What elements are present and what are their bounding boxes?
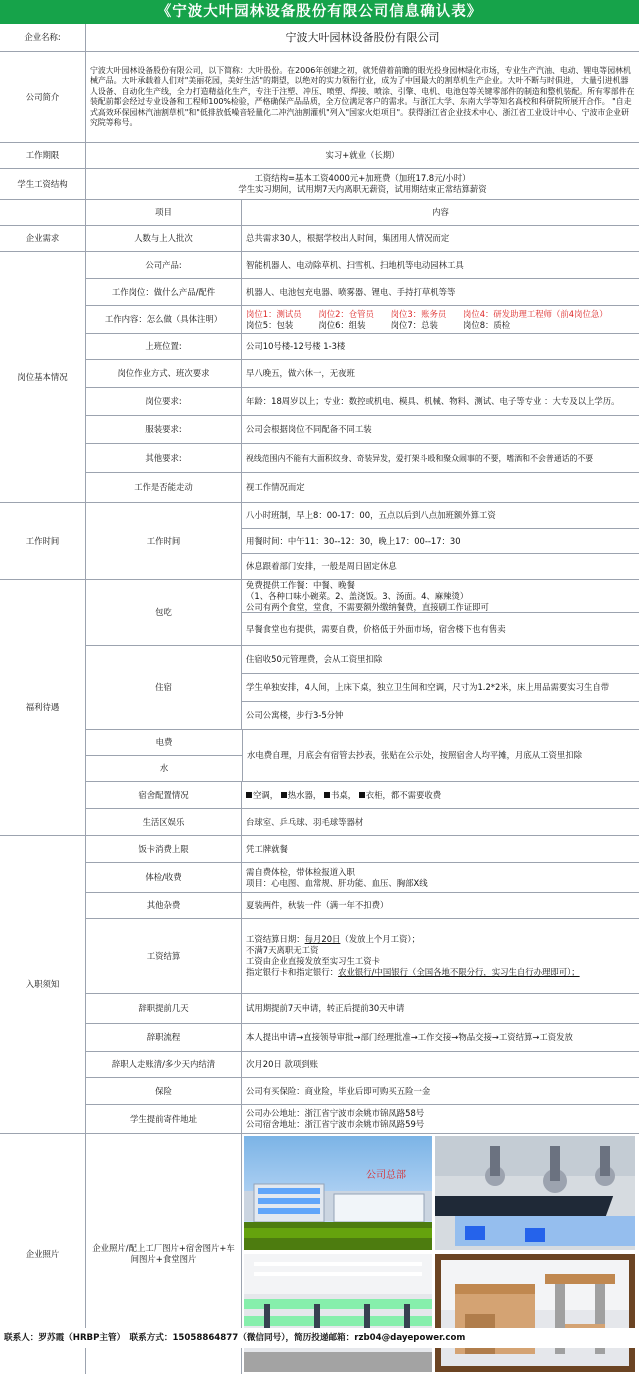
misc-sub: 其他杂费 xyxy=(86,893,242,918)
onboard-row xyxy=(86,863,639,893)
pay-line-1 xyxy=(246,934,635,945)
checkbox-icon xyxy=(246,792,252,798)
facility-value xyxy=(242,782,639,808)
hq-caption: 公司总部 xyxy=(366,1170,406,1181)
onboard-row xyxy=(86,1105,639,1133)
onboard-row xyxy=(86,1078,639,1105)
misc-value: 夏装两件，秋装一件（满一年不扣费） xyxy=(246,900,389,910)
position-value: 智能机器人、电动除草机、扫雪机、扫地机等电动园林工具 xyxy=(246,259,464,270)
checkbox-icon xyxy=(359,792,365,798)
dorm-line: 公司公寓楼，步行3-5分钟 xyxy=(246,710,344,720)
worktime-sub: 工作时间 xyxy=(86,503,242,579)
exam-line: 项目：心电图、血常规、肝功能、血压、胸部X线 xyxy=(246,877,428,888)
company-intro-text xyxy=(86,52,639,142)
row-work-term xyxy=(0,143,639,169)
position-row xyxy=(86,388,639,416)
contact-footer: 联系人：罗苏霞（HRBP主管） 联系方式：15058864877（微信同号），简历投递邮箱：rzb04@dayepower.com xyxy=(0,1328,639,1348)
position-row xyxy=(86,360,639,388)
onboard-label: 入职须知 xyxy=(0,836,86,1133)
position-row xyxy=(86,334,639,360)
worktime-line: 八小时班制，早上8：00-17：00，五点以后到八点加班额外算工资 xyxy=(242,503,639,529)
position-value: 公司会根据岗位不同配备不同工装 xyxy=(246,424,372,434)
job-list-line-1: 岗位1：测试员 岗位2：仓管员 岗位3：账务员 岗位4：研发助理工程师（前4岗位急） xyxy=(246,308,608,319)
exam-sub: 体检/收费 xyxy=(86,863,242,892)
onboard-row xyxy=(86,893,639,919)
pay-value xyxy=(242,919,639,993)
group-welfare xyxy=(0,580,639,836)
food-values xyxy=(242,580,639,645)
onboard-row xyxy=(86,1052,639,1078)
leisure-sub: 生活区娱乐 xyxy=(86,809,242,835)
position-label: 岗位基本情况 xyxy=(0,252,86,502)
meal-card-sub: 饭卡消费上限 xyxy=(86,836,242,862)
onboard-row xyxy=(86,836,639,863)
position-row xyxy=(86,416,639,444)
salary-line-1: 工资结构=基本工资4000元+加班费（加班17.8元/小时） xyxy=(254,173,471,183)
photo-dorm xyxy=(435,1254,635,1372)
company-name-label: 企业名称: xyxy=(0,24,86,51)
welfare-facility-row xyxy=(86,782,639,809)
workshop-floor-image xyxy=(244,1254,432,1372)
position-sub: 岗位作业方式、班次要求 xyxy=(86,360,242,387)
header-content: 内容 xyxy=(432,207,449,217)
position-sub: 公司产品: xyxy=(86,252,242,278)
company-intro-label: 公司简介 xyxy=(0,52,86,142)
dorm-room-image xyxy=(435,1254,635,1372)
position-value: 视工作情况而定 xyxy=(246,482,305,492)
resign-flow-sub: 辞职流程 xyxy=(86,1024,242,1051)
photo-workshop xyxy=(435,1136,635,1250)
settle-value: 次月20日 款项到账 xyxy=(246,1059,318,1069)
food-line: 免费提供工作餐：中餐、晚餐 xyxy=(246,580,355,590)
exam-value xyxy=(242,863,639,892)
resign-flow-value: 本人提出申请→直接领导审批→部门经理批准→工作交接→物品交接→工资结算→工资发放 xyxy=(246,1032,573,1042)
checkbox-icon xyxy=(324,792,330,798)
position-sub: 工作内容：怎么做（具体注明） xyxy=(86,306,242,333)
demand-value: 总共需求30人，根据学校出人时间，集团用人情况而定 xyxy=(246,233,450,243)
meal-card-value: 凭工牌就餐 xyxy=(246,843,288,854)
address-value xyxy=(242,1105,639,1133)
onboard-row xyxy=(86,1024,639,1052)
facility-item: 衣柜，都不需要收费 xyxy=(365,789,442,800)
welfare-rows xyxy=(86,580,639,835)
position-row xyxy=(86,473,639,502)
worktime-line: 用餐时间：中午11：30--12：30，晚上17：00--17：30 xyxy=(242,529,639,555)
leisure-value: 台球室、乒乓球、羽毛球等器材 xyxy=(246,816,364,827)
dorm-sub: 住宿 xyxy=(86,646,242,729)
worktime-values xyxy=(242,503,639,579)
facility-item: 书桌， xyxy=(330,789,357,800)
position-row xyxy=(86,252,639,279)
row-company-name xyxy=(0,24,639,52)
address-sub: 学生提前寄件地址 xyxy=(86,1105,242,1133)
food-block xyxy=(242,580,639,613)
salary-value xyxy=(86,169,639,199)
facility-item: 热水器， xyxy=(287,789,322,800)
position-value: 公司10号楼-12号楼 1-3楼 xyxy=(246,341,346,351)
company-intro-body: 宁波大叶园林设备股份有限公司，以下简称：大叶股份。在2006年创建之初，就凭借着前瞻的眼光投身园林绿化市场，专业生产汽油、电动、锂电等园林机械产品。大叶承载着人们对"美丽花园，美好生活"的期望，以绝对的实力领衔行业，成为了中国最大的割草机生产企业。大叶不断与时俱进， 大量引进机器人设备、自动化生产线，全力打造精益化生产，专注于注塑、冲压、喷塑、焊接、喷涂、引擎、电机、电池包等关键零部件的制造和整机装配。所有零部件在装配前都会经过专业设备和工程师100%检验，严格确保产品品质，全方位满足客户的需求。与浙江大学、东南大学等知名高校和科研院所展开合作。 "自走式高效环保园林汽油割草机"和"低排放低噪音轻量化二冲汽油割灌机"列入"国家火炬项目"。获得浙江省企业技术中心、浙江省工业设计中心、宁波市企业研究院等称号。 xyxy=(90,65,635,127)
electricity-sub: 电费 xyxy=(86,730,242,756)
position-row xyxy=(86,306,639,334)
header-item: 项目 xyxy=(86,200,242,225)
demand-label: 企业需求 xyxy=(0,226,86,251)
bank-value: 农业银行/中国银行（全国各地不限分行，实习生自行办理即可）； xyxy=(338,967,580,977)
position-sub: 工作是否能走动 xyxy=(86,473,242,502)
onboard-rows xyxy=(86,836,639,1133)
onboard-row xyxy=(86,919,639,994)
row-header xyxy=(0,200,639,226)
dorm-line: 学生单独安排，4人间，上床下桌，独立卫生间和空调，尺寸为1.2*2米，床上用品需要实习生自带 xyxy=(242,674,639,702)
food-line: 公司有两个食堂，堂食，不需要额外缴纳餐费，直接刷工作证即可 xyxy=(246,601,489,612)
position-sub: 其他要求: xyxy=(86,444,242,472)
checkbox-icon xyxy=(281,792,287,798)
pay-sub: 工资结算 xyxy=(86,919,242,993)
workshop-robot-image xyxy=(435,1136,635,1250)
address-line: 公司办公地址：浙江省宁波市余姚市锦凤路58号 xyxy=(246,1108,425,1118)
resign-notice-value: 试用期提前7天申请，转正后提前30天申请 xyxy=(246,1003,405,1013)
facility-sub: 宿舍配置情况 xyxy=(86,782,242,808)
row-demand xyxy=(0,226,639,252)
position-sub: 上班位置: xyxy=(86,334,242,359)
position-sub: 岗位要求: xyxy=(86,388,242,415)
position-value: 年龄：18周岁以上；专业：数控或机电、模具、机械、物料、测试、电子等专业 ：大专及以上学历。 xyxy=(246,396,620,406)
worktime-label: 工作时间 xyxy=(0,503,86,579)
position-value: 早八晚五，做六休一，无夜班 xyxy=(246,368,355,378)
resign-notice-sub: 辞职提前几天 xyxy=(86,994,242,1023)
position-value: 视线范围内不能有大面积纹身、奇装异发，爱打架斗殴和聚众闹事的不要，嗜酒和不会普通话的不要 xyxy=(246,453,594,463)
food-sub: 包吃 xyxy=(86,580,242,645)
position-sub: 工作岗位：做什么产品/配件 xyxy=(86,279,242,305)
pay-date: 每月20日 xyxy=(304,934,341,944)
work-term-value: 实习+就业（长期） xyxy=(325,150,400,160)
group-position xyxy=(0,252,639,503)
pay-date-note: （发放上个月工资）； xyxy=(340,934,420,944)
facility-item: 空调， xyxy=(253,789,279,800)
exam-line: 需自费体检，带体检报道入职 xyxy=(246,866,355,877)
onboard-row xyxy=(86,994,639,1024)
salary-line-2: 学生实习期间，试用期7天内离职无薪资，试用期结束正常结算薪资 xyxy=(238,184,487,194)
pay-line: 不满7天离职无工资 xyxy=(246,945,319,955)
bank-label: 指定银行卡和指定银行： xyxy=(246,967,339,977)
food-line: （1、各种口味小碗菜。2、盖浇饭。3、汤面。4、麻辣烫） xyxy=(246,590,469,601)
photo-workshop-floor xyxy=(244,1254,432,1372)
photos-label: 企业照片 xyxy=(0,1134,86,1374)
header-empty xyxy=(0,200,86,225)
salary-label: 学生工资结构 xyxy=(0,169,86,199)
position-sub: 服装要求: xyxy=(86,416,242,443)
position-row xyxy=(86,279,639,306)
welfare-label: 福利待遇 xyxy=(0,580,86,835)
insurance-sub: 保险 xyxy=(86,1078,242,1104)
dorm-line: 住宿收50元管理费，会从工资里扣除 xyxy=(242,646,639,674)
hq-building-image xyxy=(244,1136,432,1250)
position-value: 机器人、电池包充电器、喷雾器、锂电、手持打草机等等 xyxy=(246,286,456,297)
insurance-value: 公司有买保险：商业险，毕业后即可购买五险一金 xyxy=(246,1085,431,1096)
group-onboard xyxy=(0,836,639,1134)
utility-value: 水电费自理，月底会有宿管去抄表，张贴在公示处，按照宿舍人均平摊，月底从工资里扣除 xyxy=(247,750,582,760)
pay-date-label: 工资结算日期： xyxy=(246,934,305,944)
welfare-utility-row xyxy=(86,730,639,782)
pay-line: 工资由企业直接发放至实习生工资卡 xyxy=(246,956,380,966)
settle-sub: 辞职人走账清/多少天内结清 xyxy=(86,1052,242,1077)
position-value xyxy=(242,306,639,333)
job-list-line-2: 岗位5：包装 岗位6：组装 岗位7：总装 岗位8：质检 xyxy=(246,319,511,330)
welfare-leisure-row xyxy=(86,809,639,835)
photo-hq xyxy=(244,1136,432,1250)
company-name-value: 宁波大叶园林设备股份有限公司 xyxy=(285,31,440,44)
row-company-intro xyxy=(0,52,639,143)
group-worktime xyxy=(0,503,639,580)
position-row xyxy=(86,444,639,473)
demand-sub: 人数与上人批次 xyxy=(86,226,242,251)
dorm-values xyxy=(242,646,639,729)
food-line: 早餐食堂也有提供，需要自费，价格低于外面市场，宿舍楼下也有售卖 xyxy=(246,623,506,634)
photos-sub: 企业照片/配上工厂图片+宿舍图片+车间图片+食堂图片 xyxy=(86,1134,242,1374)
facility-items xyxy=(246,790,635,801)
utility-subs xyxy=(86,730,243,781)
welfare-food-row xyxy=(86,580,639,646)
position-rows xyxy=(86,252,639,502)
info-table xyxy=(0,24,639,1374)
address-line: 公司宿舍地址：浙江省宁波市余姚市锦凤路59号 xyxy=(246,1119,425,1129)
page-title: 《宁波大叶园林设备股份有限公司信息确认表》 xyxy=(0,0,639,24)
water-sub: 水 xyxy=(159,763,169,773)
work-term-label: 工作期限 xyxy=(0,143,86,168)
welfare-dorm-row xyxy=(86,646,639,730)
worktime-line: 休息跟着部门安排，一般是周日固定休息 xyxy=(246,561,397,572)
pay-line-4 xyxy=(246,967,635,978)
row-salary xyxy=(0,169,639,200)
